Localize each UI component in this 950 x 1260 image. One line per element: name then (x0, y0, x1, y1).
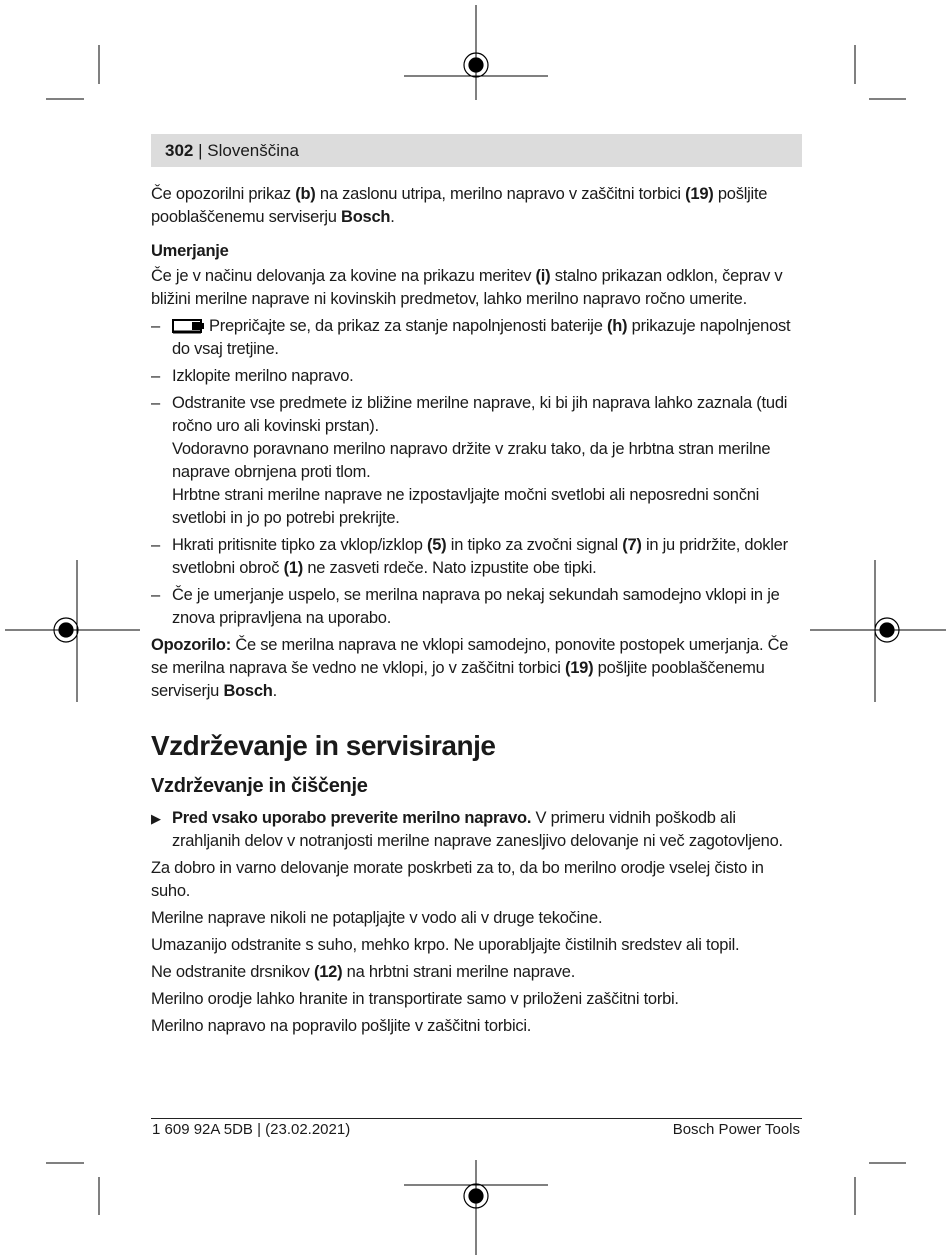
header-language: Slovenščina (207, 141, 299, 160)
arrow-icon: ▶ (151, 811, 161, 826)
calibration-heading: Umerjanje (151, 242, 229, 260)
section-title: Vzdrževanje in servisiranje (151, 730, 496, 761)
battery-icon (172, 318, 206, 334)
page-number: 302 (165, 141, 194, 160)
calibration-step-2: – Izklopite merilno napravo. (151, 367, 354, 385)
maintenance-paragraph-6: Merilno napravo na popravilo pošljite v zaščitni torbici. (151, 1017, 532, 1035)
page-header (151, 134, 802, 167)
maintenance-paragraph-1: Za dobro in varno delovanje morate poskrbeti za to, da bo merilno orodje vselej čisto in suho. (151, 859, 764, 900)
header-text (165, 141, 299, 161)
footer-divider (151, 1118, 802, 1119)
maintenance-paragraph-2: Merilne naprave nikoli ne potapljajte v vodo ali v druge tekočine. (151, 909, 603, 927)
page-content (151, 183, 802, 1042)
maintenance-paragraph-3: Umazanijo odstranite s suho, mehko krpo. Ne uporabljajte čistilnih sredstev ali topil. (151, 936, 740, 954)
calibration-step-5: – Če je umerjanje uspelo, se merilna naprava po nekaj sekundah samodejno vklopi in je znova pripravljena na uporabo. (151, 586, 780, 627)
maintenance-paragraph-5: Merilno orodje lahko hranite in transportirate samo v priloženi zaščitni torbi. (151, 990, 679, 1008)
calibration-intro: Če je v načinu delovanja za kovine na prikazu meritev (i) stalno prikazan odklon, čeprav v bližini merilne naprave ni kovinskih predmetov, lahko merilno napravo ročno umerite. (151, 267, 783, 308)
maintenance-paragraph-4: Ne odstranite drsnikov (12) na hrbtni strani merilne naprave. (151, 963, 576, 981)
calibration-step-1: – Prepričajte se, da prikaz za stanje napolnjenosti baterije (h) prikazuje napolnjenost do vsaj tretjine. (151, 317, 791, 358)
maintenance-warning: ▶ Pred vsako uporabo preverite merilno napravo. V primeru vidnih poškodb ali zrahljanih delov v notranjosti merilne naprave zanesljivo delovanje ni več zagotovljeno. (151, 809, 783, 850)
intro-paragraph: Če opozorilni prikaz (b) na zaslonu utripa, merilno napravo v zaščitni torbici (19) pošljite pooblaščenemu serviserju Bosch. (151, 185, 768, 226)
calibration-step-4: – Hkrati pritisnite tipko za vklop/izklop (5) in tipko za zvočni signal (7) in ju pridržite, dokler svetlobni obroč (1) ne zasveti rdeče. Nato izpustite obe tipki. (151, 536, 788, 577)
header-separator: | (193, 141, 208, 160)
footer-brand: Bosch Power Tools (672, 1121, 800, 1138)
calibration-step-3: – Odstranite vse predmete iz bližine merilne naprave, ki bi jih naprava lahko zaznala (tudi ročno uro ali kovinski prstan). Vodoravno poravnano merilno napravo držite v zraku tako, da je hrbtna stran merilne naprave obrnjena proti tlom. Hrbtne strani merilne naprave ne izpostavljajte močni svetlobi ali neposredni sončni svetlobi in jo po potrebi prekrijte. (151, 394, 788, 527)
subsection-title: Vzdrževanje in čiščenje (151, 775, 368, 797)
footer-doc-id: 1 609 92A 5DB | (23.02.2021) (152, 1121, 351, 1138)
calibration-note: Opozorilo: Če se merilna naprava ne vklopi samodejno, ponovite postopek umerjanja. Če se merilna naprava še vedno ne vklopi, jo v zaščitni torbici (19) pošljite pooblaščenemu serviserju Bosch. (151, 636, 789, 700)
